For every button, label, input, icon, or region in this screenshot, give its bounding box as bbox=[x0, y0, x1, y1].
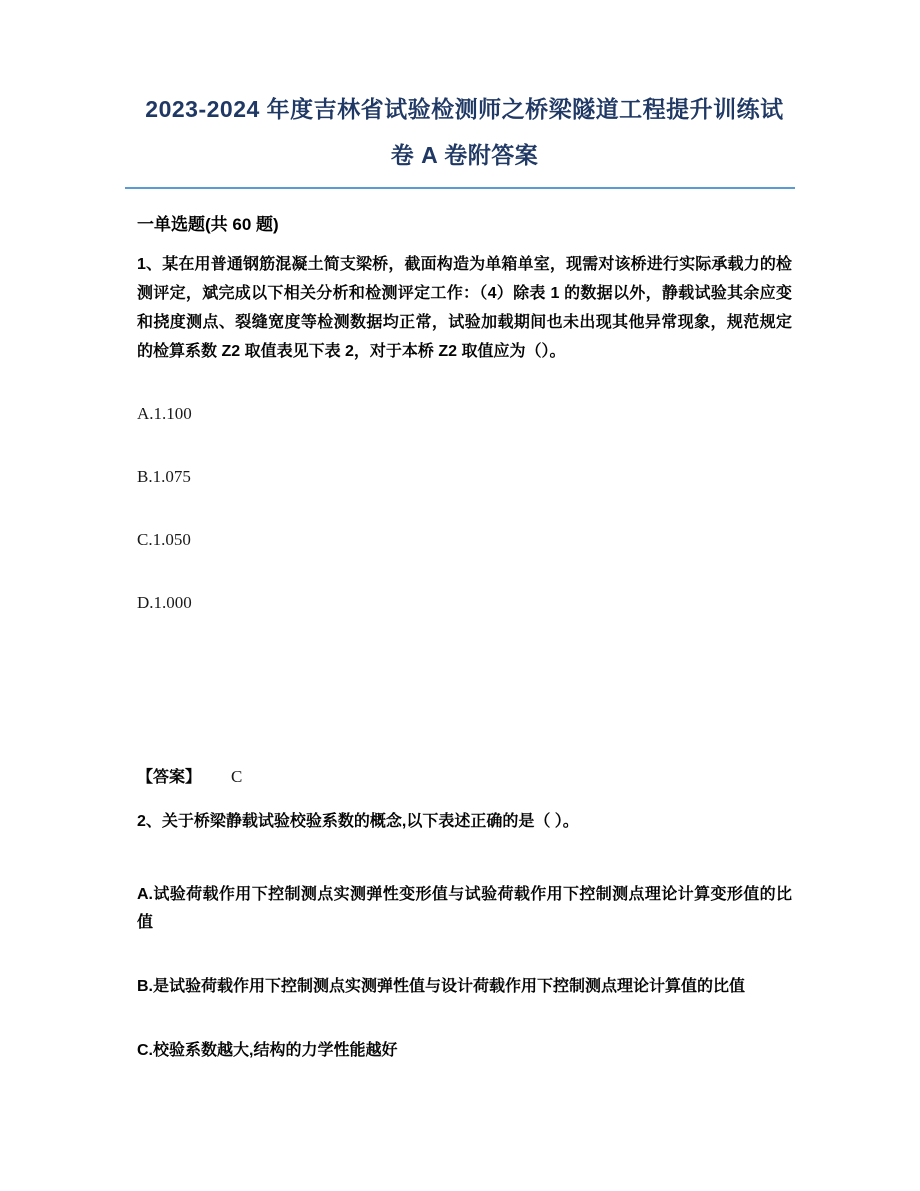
question-1 bbox=[137, 250, 792, 787]
title-divider-rule bbox=[125, 187, 795, 189]
document-title: 2023-2024 年度吉林省试验检测师之桥梁隧道工程提升训练试卷 A 卷附答案 bbox=[145, 96, 784, 168]
question-2-text: 2、关于桥梁静载试验校验系数的概念,以下表述正确的是（ ）。 bbox=[137, 813, 579, 830]
question-1-option-c: C.1.050 bbox=[137, 530, 191, 549]
question-2 bbox=[137, 807, 792, 1065]
question-1-answer-line bbox=[137, 764, 792, 787]
question-2-options bbox=[137, 881, 792, 1065]
document-content bbox=[137, 0, 792, 1065]
question-2-option-c: C.校验系数越大,结构的力学性能越好 bbox=[137, 1042, 398, 1059]
answer-value: C bbox=[231, 767, 243, 786]
question-2-option-b: B.是试验荷载作用下控制测点实测弹性值与设计荷载作用下控制测点理论计算值的比值 bbox=[137, 978, 746, 995]
section-heading: 一单选题(共 60 题) bbox=[137, 215, 279, 234]
question-1-option-a: A.1.100 bbox=[137, 404, 192, 423]
question-1-option-b: B.1.075 bbox=[137, 467, 191, 486]
question-2-option-a: A.试验荷载作用下控制测点实测弹性变形值与试验荷载作用下控制测点理论计算变形值的比值 bbox=[137, 886, 792, 931]
question-1-options bbox=[137, 404, 792, 613]
answer-label: 【答案】 bbox=[137, 769, 202, 786]
question-1-text: 1、某在用普通钢筋混凝土简支梁桥，截面构造为单箱单室，现需对该桥进行实际承载力的检测评定，斌完成以下相关分析和检测评定工作：（4）除表 1 的数据以外，静载试验其余应变和挠度测点、裂缝宽度等检测数据均正常，试验加载期间也未出现其他异常现象，规范规定的检算系数 Z2 取值表见下表 2，对于本桥 Z2 取值应为（）。 bbox=[137, 256, 792, 360]
question-1-option-d: D.1.000 bbox=[137, 593, 192, 612]
